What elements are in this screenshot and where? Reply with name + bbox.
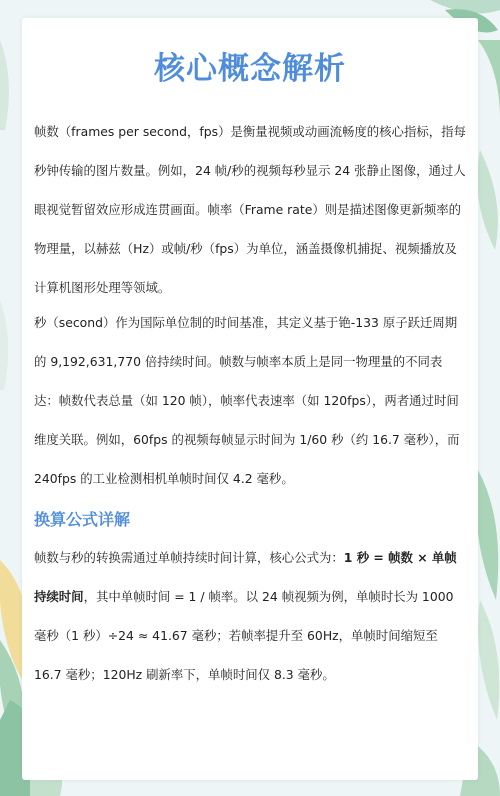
paragraph-formula (34, 538, 466, 694)
article-body (34, 112, 466, 694)
paragraph-fps-definition: 帧数（frames per second，fps）是衡量视频或动画流畅度的核心指标，指每秒钟传输的图片数量。例如，24 帧/秒的视频每秒显示 24 张静止图像，通过人眼视觉暂留效应形成连贯画面。帧率（Frame rate）则是描述图像更新频率的物理量，以赫兹（Hz）或帧/秒（fps）为单位，涵盖摄像机捕捉、视频播放及计算机图形处理等领域。 (34, 124, 466, 295)
paragraph-second-definition: 秒（second）作为国际单位制的时间基准，其定义基于铯-133 原子跃迁周期的 9,192,631,770 倍持续时间。帧数与帧率本质上是同一物理量的不同表达：帧数代表总量（如 120 帧），帧率代表速率（如 120fps），两者通过时间维度关联。例如，60fps 的视频每帧显示时间为 1/60 秒（约 16.7 毫秒），而 240fps 的工业检测相机单帧时间仅 4.2 毫秒。 (34, 315, 460, 486)
section-heading-formula: 换算公式详解 (34, 510, 131, 529)
page-title: 核心概念解析 (154, 51, 346, 87)
formula-bold-text: 1 秒 = 帧数 × 单帧持续时间 (34, 550, 457, 604)
formula-intro-text: 帧数与秒的转换需通过单帧持续时间计算，核心公式为： (34, 550, 344, 565)
formula-explanation-text: ，其中单帧时间 = 1 / 帧率。以 24 帧视频为例，单帧时长为 1000 毫秒（1 秒）÷24 ≈ 41.67 毫秒；若帧率提升至 60Hz，单帧时间缩短至 16.7 毫秒；120Hz 刷新率下，单帧时间仅 8.3 毫秒。 (34, 589, 454, 682)
leaf-decoration-top-left (0, 40, 9, 390)
